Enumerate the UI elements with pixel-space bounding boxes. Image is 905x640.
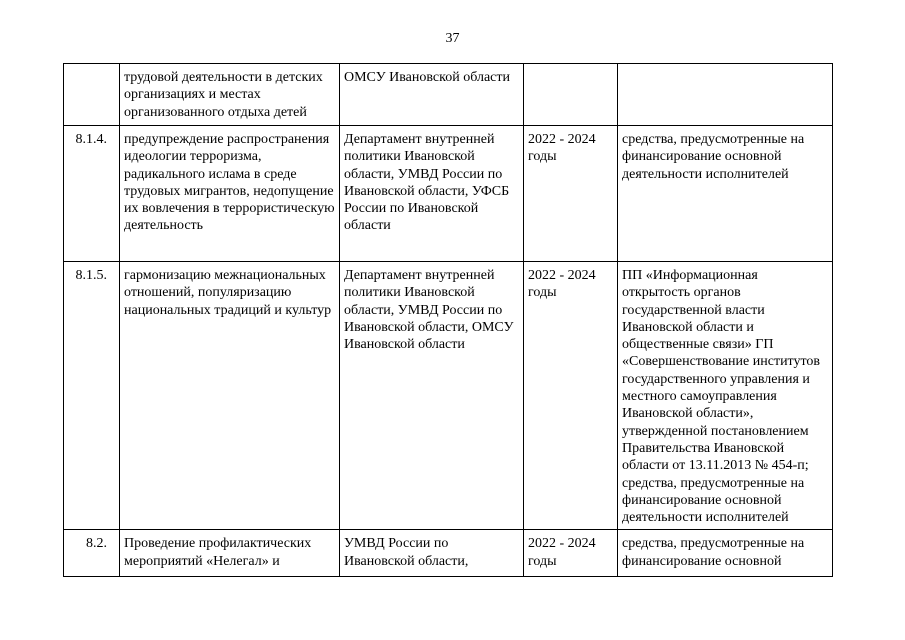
funding-cell [618,64,833,126]
executor-cell: ОМСУ Ивановской области [340,64,524,126]
table-row [64,262,833,530]
executor-cell: Департамент внутренней политики Ивановской области, УМВД России по Ивановской области, УФСБ России по Ивановской области [340,126,524,262]
period-cell: 2022 - 2024 годы [524,530,618,577]
activity-cell: предупреждение распространения идеологии терроризма, радикального ислама в среде трудовых мигрантов, недопущение их вовлечения в террористическую деятельность [120,126,340,262]
row-number-cell: 8.1.5. [64,262,120,530]
measures-table [63,63,833,577]
period-cell [524,64,618,126]
table-row [64,64,833,126]
funding-cell: ПП «Информационная открытость органов государственной власти Ивановской области и общественные связи» ГП «Совершенствование институтов государственного управления и местного самоуправления Ивановской области», утвержденной постановлением Правительства Ивановской области от 13.11.2013 № 454-п; средства, предусмотренные на финансирование основной деятельности исполнителей [618,262,833,530]
activity-cell: трудовой деятельности в детских организациях и местах организованного отдыха детей [120,64,340,126]
funding-cell: средства, предусмотренные на финансирование основной [618,530,833,577]
period-cell: 2022 - 2024 годы [524,262,618,530]
executor-cell: УМВД России по Ивановской области, [340,530,524,577]
period-cell: 2022 - 2024 годы [524,126,618,262]
funding-cell: средства, предусмотренные на финансирование основной деятельности исполнителей [618,126,833,262]
row-number-cell: 8.1.4. [64,126,120,262]
activity-cell: Проведение профилактических мероприятий «Нелегал» и [120,530,340,577]
table-row [64,530,833,577]
table-row [64,126,833,262]
row-number-cell: 8.2. [64,530,120,577]
activity-cell: гармонизацию межнациональных отношений, популяризацию национальных традиций и культур [120,262,340,530]
executor-cell: Департамент внутренней политики Ивановской области, УМВД России по Ивановской области, ОМСУ Ивановской области [340,262,524,530]
page-number: 37 [445,31,460,46]
row-number-cell [64,64,120,126]
